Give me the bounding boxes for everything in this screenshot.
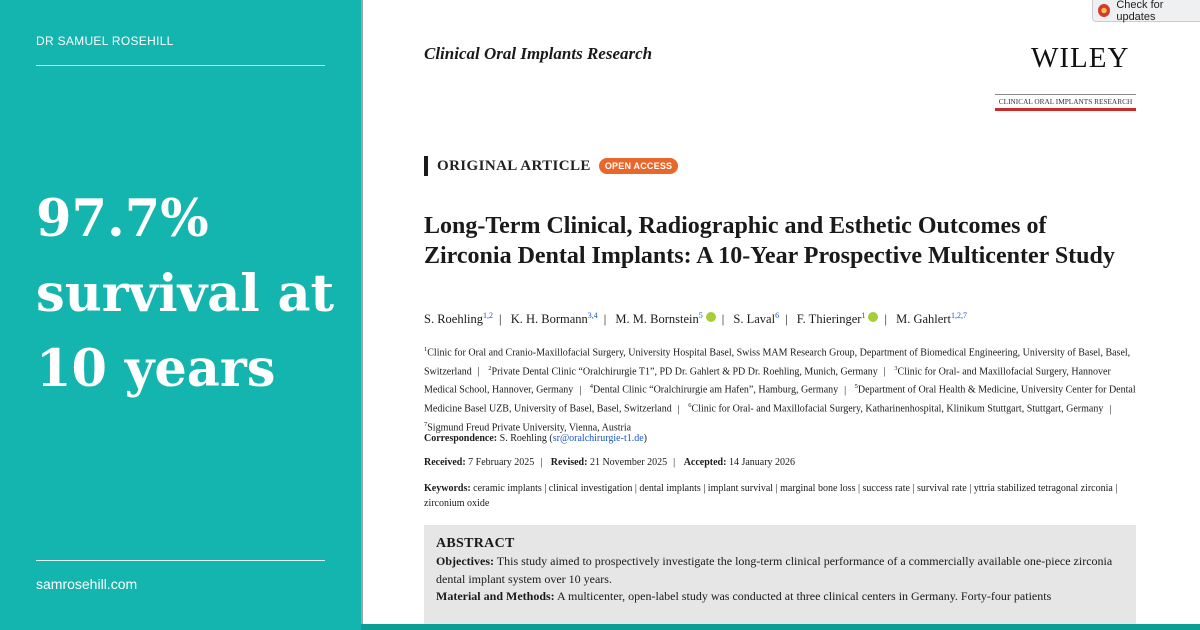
keywords: Keywords: ceramic implants | clinical investigation | dental implants | implant survival | marginal bone loss | success rate | survival rate | yttria stabilized tetragonal zirconia | zirconium oxide — [424, 483, 1118, 510]
abstract-box — [424, 525, 1136, 624]
article-type: ORIGINAL ARTICLE — [437, 157, 591, 174]
author[interactable]: M. M. Bornstein$^5$ — [615, 312, 715, 326]
panel-divider — [361, 0, 363, 630]
bottom-accent-bar — [361, 624, 1200, 630]
correspondence: Correspondence: S. Roehling (sr@oralchirurgie-t1.de) — [424, 433, 647, 444]
affiliations: $^1$Clinic for Oral and Cranio-Maxillofacial Surgery, University Hospital Basel, Swiss MAM Research Group, Department of Biomedical Engineering, University of Basel, Basel, Switzerland | $^2$Private Dental Clinic “Oralchirurgie T1”, PD Dr. Gahlert & PD Dr. Roehling, Munich, Germany | $^3$Clinic for Oral- and Maxillofacial Surgery, Hannover Medical School, Hannover, Germany | $^4$Dental Clinic “Oralchirurgie am Hafen”, Hamburg, Germany | $^5$Department of Oral Health & Medicine, University Center for Dental Medicine Basel UZB, University of Basel, Basel, Switzerland | $^6$Clinic for Oral- and Maxillofacial Surgery, Katharinenhospital, Klinikum Stuttgart, Stuttgart, Germany | $^7$Sigmund Freud Private University, Vienna, Austria — [424, 346, 1136, 434]
check-for-updates-label: Check for updates — [1116, 0, 1164, 23]
article-type-row — [424, 156, 678, 176]
website-link[interactable]: samrosehill.com — [36, 576, 138, 592]
author[interactable]: F. Thieringer$^1$ — [797, 312, 879, 326]
publisher-logo: WILEY — [1031, 42, 1130, 74]
abstract-objectives: Objectives: This study aimed to prospectively investigate the long-term clinical performance of a commercially available one-piece zirconia dental implant system over 10 years. — [436, 554, 1113, 586]
headline: 97.7% survival at 10 years — [36, 189, 335, 399]
orcid-icon[interactable] — [868, 312, 878, 322]
author[interactable]: M. Gahlert$^{1,2,7}$ — [896, 311, 967, 327]
author-list: S. Roehling$^{1,2}$ | K. H. Bormann$^{3,4}$ | M. M. Bornstein$^5$ | S. Laval$^6$ | F. Thieringer$^1$ | M. Gahlert$^{1,2,7}$ — [424, 311, 967, 327]
abstract-heading: ABSTRACT — [436, 536, 515, 551]
author[interactable]: S. Laval$^6$ — [733, 311, 780, 327]
bottom-divider — [36, 560, 325, 561]
check-for-updates-button[interactable] — [1092, 0, 1200, 22]
journal-title: Clinical Oral Implants Research — [424, 44, 653, 63]
crossmark-icon — [1098, 4, 1110, 17]
article-type-marker — [424, 156, 428, 176]
open-access-badge: OPEN ACCESS — [599, 158, 678, 174]
article-dates: Received: 7 February 2025 | Revised: 21 November 2025 | Accepted: 14 January 2026 — [424, 457, 796, 468]
journal-banner: CLINICAL ORAL IMPLANTS RESEARCH — [995, 94, 1136, 111]
left-panel — [0, 0, 361, 630]
abstract-methods: Material and Methods: A multicenter, open-label study was conducted at three clinical centers in Germany. Forty-four patients — [436, 589, 1052, 603]
article-title: Long-Term Clinical, Radiographic and Esthetic Outcomes of Zirconia Dental Implants: A 10-Year Prospective Multicenter Study — [424, 213, 1115, 269]
top-divider — [36, 65, 325, 66]
orcid-icon[interactable] — [706, 312, 716, 322]
author[interactable]: K. H. Bormann$^{3,4}$ — [510, 311, 598, 327]
author-name: DR SAMUEL ROSEHILL — [36, 34, 174, 48]
correspondence-email-link[interactable]: sr@oralchirurgie-t1.de — [552, 433, 644, 444]
author[interactable]: S. Roehling$^{1,2}$ — [424, 311, 494, 327]
